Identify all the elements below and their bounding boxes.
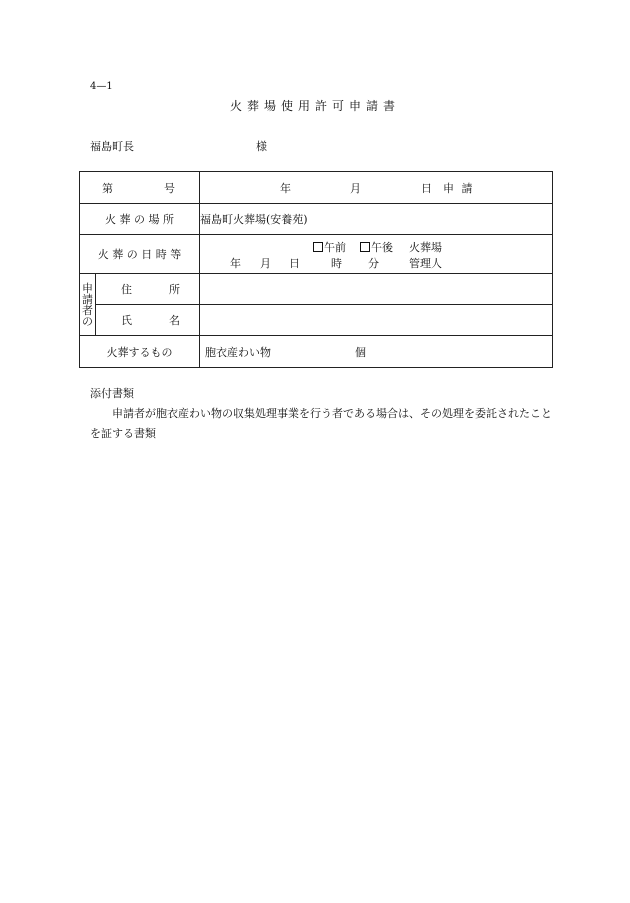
am-label: 午前 [324,241,346,254]
object-unit: 個 [355,346,366,359]
applicant-char-1: 申 [82,281,93,295]
am-checkbox-icon[interactable] [313,242,323,252]
am-option[interactable] [313,239,346,255]
attachments-title: 添付書類 [90,387,134,400]
dt-minute: 分 [368,257,379,270]
row-applicant-address [80,274,553,305]
pm-option[interactable] [360,239,393,255]
dt-day: 日 [289,257,300,270]
datetime-label: 火 葬 の 日 時 等 [80,235,200,274]
form-title: 火葬場使用許可申請書 [229,99,400,113]
number-label-last: 号 [164,181,175,195]
apply-label: 申 請 [443,182,475,195]
address-label-cell [96,274,200,305]
honorific: 様 [256,140,267,153]
dt-month: 月 [260,257,271,270]
object-label: 火葬するもの [80,336,200,368]
crematorium-label: 火葬場 [409,241,442,254]
datetime-cell[interactable] [200,235,553,274]
row-object [80,336,553,368]
dt-year: 年 [230,257,241,270]
pm-checkbox-icon[interactable] [360,242,370,252]
date-day: 日 [421,182,432,195]
name-label-cell [96,305,200,336]
date-year: 年 [280,182,291,195]
place-value[interactable]: 福島町火葬場(安養苑) [200,204,553,235]
row-number [80,172,553,204]
date-month: 月 [350,182,361,195]
form-number: 4—1 [90,81,113,92]
number-label-cell [80,172,200,204]
manager-label: 管理人 [409,257,442,270]
number-label-first: 第 [102,181,113,195]
dt-hour: 時 [331,257,342,270]
applicant-char-2: 請 [82,292,93,306]
applicant-char-4: の [82,314,93,328]
address-value[interactable] [200,274,553,305]
name-value[interactable] [200,305,553,336]
name-label-last: 名 [169,314,180,327]
row-datetime [80,235,553,274]
row-place [80,204,553,235]
application-table [79,171,553,368]
object-value: 胞衣産わい物 [205,346,271,359]
row-applicant-name [80,305,553,336]
attachments-body: 申請者が胞衣産わい物の収集処理事業を行う者である場合は、その処理を委託されたことを証する書類 [90,407,552,440]
pm-label: 午後 [371,241,393,254]
address-label-last: 所 [169,283,180,296]
object-cell[interactable] [200,336,553,368]
address-label-first: 住 [121,283,132,296]
place-label: 火 葬 の 場 所 [80,204,200,235]
name-label-first: 氏 [121,314,132,327]
applicant-char-3: 者 [82,303,93,317]
addressee: 福島町長 [90,140,134,153]
application-date-cell[interactable] [200,172,553,204]
applicant-vertical-label [80,274,96,336]
